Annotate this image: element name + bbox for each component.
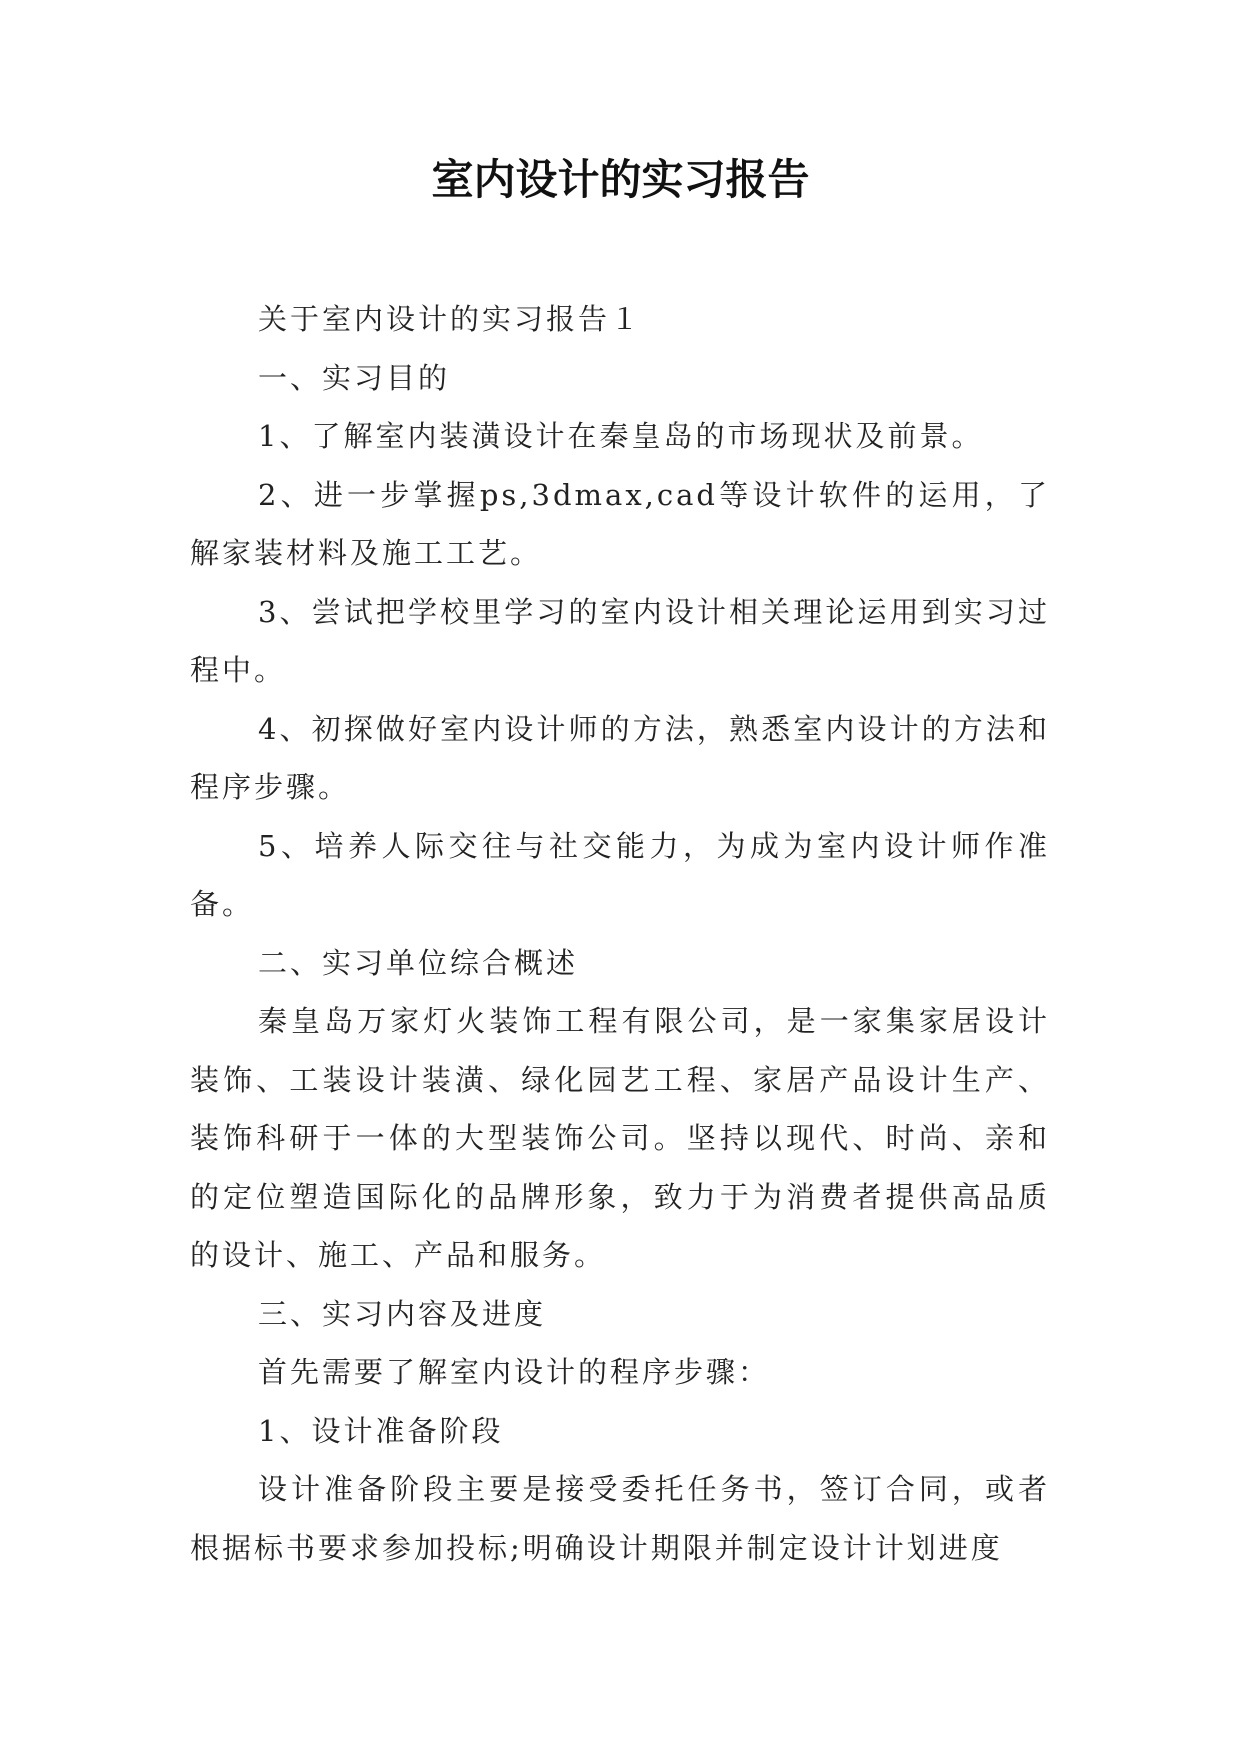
body-paragraph: 设计准备阶段主要是接受委托任务书，签订合同，或者根据标书要求参加投标;明确设计期限并制定设计计划进度 (190, 1472, 1050, 1565)
document-body (190, 290, 1050, 1577)
list-item: 3、尝试把学校里学习的室内设计相关理论运用到实习过程中。 (190, 594, 1050, 687)
report-subtitle: 关于室内设计的实习报告１ (258, 302, 643, 336)
section-heading: 二、实习单位综合概述 (258, 945, 579, 980)
list-item: 1、了解室内装潢设计在秦皇岛的市场现状及前景。 (258, 419, 984, 453)
list-item: 4、初探做好室内设计师的方法，熟悉室内设计的方法和程序步骤。 (190, 711, 1050, 804)
list-item: 5、培养人际交往与社交能力，为成为室内设计师作准备。 (190, 828, 1050, 921)
body-paragraph: 秦皇岛万家灯火装饰工程有限公司，是一家集家居设计装饰、工装设计装潢、绿化园艺工程、家居产品设计生产、装饰科研于一体的大型装饰公司。坚持以现代、时尚、亲和的定位塑造国际化的品牌形象，致力于为消费者提供高品质的设计、施工、产品和服务。 (190, 1004, 1050, 1272)
document-title: 室内设计的实习报告 (431, 155, 810, 204)
list-item: 2、进一步掌握ps,3dmax,cad等设计软件的运用，了解家装材料及施工工艺。 (190, 477, 1050, 570)
sub-heading: 1、设计准备阶段 (258, 1413, 504, 1448)
section-heading: 三、实习内容及进度 (258, 1296, 547, 1331)
section-heading: 一、实习目的 (258, 360, 451, 395)
body-paragraph: 首先需要了解室内设计的程序步骤： (258, 1355, 771, 1389)
